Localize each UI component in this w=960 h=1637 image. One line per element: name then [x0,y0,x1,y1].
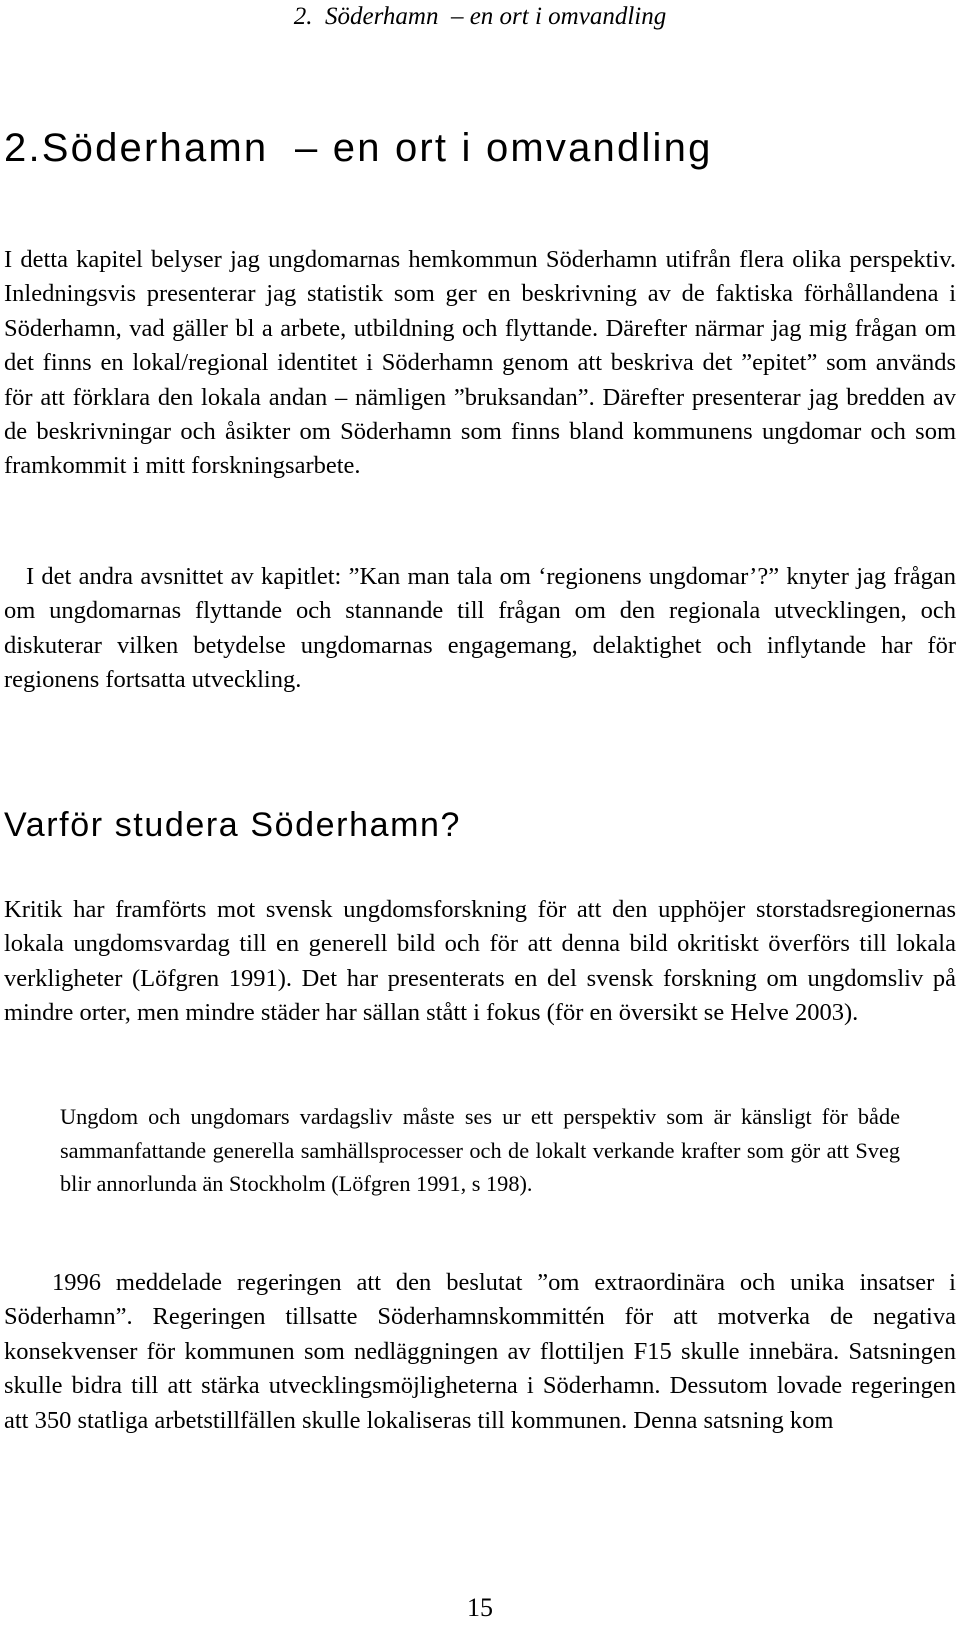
section-paragraph: Kritik har framförts mot svensk ungdomsforskning för att den upphöjer storstadsregionernas lokala ungdomsvardag till en generell bild och för att denna bild okritiskt överförs till lokala verkligheter (Löfgren 1991). Det har presenterats en del svensk forskning om ungdomsliv på mindre orter, men mindre städer har sällan stått i fokus (för en översikt se Helve 2003). [4,896,956,1027]
intro-paragraph: I detta kapitel belyser jag ungdomarnas hemkommun Söderhamn utifrån flera olika perspektiv. Inledningsvis presenterar jag statistik som ger en beskrivning av de faktiska förhållandena i Söderhamn, vad gäller bl a arbete, utbildning och flyttande. Därefter närmar jag mig frågan om det finns en lokal/regional identitet i Söderhamn genom att beskriva det ”epitet” som används för att förklara den lokala andan – nämligen ”bruksandan”. Därefter presenterar jag bredden av de beskrivningar och åsikter om Söderhamn som finns bland kommunens ungdomar och som framkommit i mitt forskningsarbete. [4,246,956,480]
section-heading: Varför studera Söderhamn? [4,806,462,844]
chapter-title: 2.Söderhamn – en ort i omvandling [4,126,713,170]
running-header: 2. Söderhamn – en ort i omvandling [293,3,667,30]
block-quote: Ungdom och ungdomars vardagsliv måste ses ur ett perspektiv som är känsligt för både sammanfattande generella samhällsprocesser och de lokalt verkande krafter som gör att Sveg blir annorlunda än Stockholm (Löfgren 1991, s 198). [60,1104,900,1197]
second-paragraph: I det andra avsnittet av kapitlet: ”Kan man tala om ‘regionens ungdomar’?” knyter jag frågan om ungdomarnas flyttande och stannande till frågan om den regionala utvecklingen, och diskuterar vilken betydelse ungdomarnas engagemang, delaktighet och inflytande har för regionens fortsatta utveckling. [4,563,956,694]
page-number: 15 [467,1593,493,1622]
section-paragraph-2: 1996 meddelade regeringen att den beslutat ”om extraordinära och unika insatser i Söderhamn”. Regeringen tillsatte Söderhamnskommittén för att motverka de negativa konsekvenser för kommunen som nedläggningen av flottiljen F15 skulle innebära. Satsningen skulle bidra till att stärka utvecklingsmöjligheterna i Söderhamn. Dessutom lovade regeringen att 350 statliga arbetstillfällen skulle lokaliseras till kommunen. Denna satsning kom [4,1269,956,1434]
